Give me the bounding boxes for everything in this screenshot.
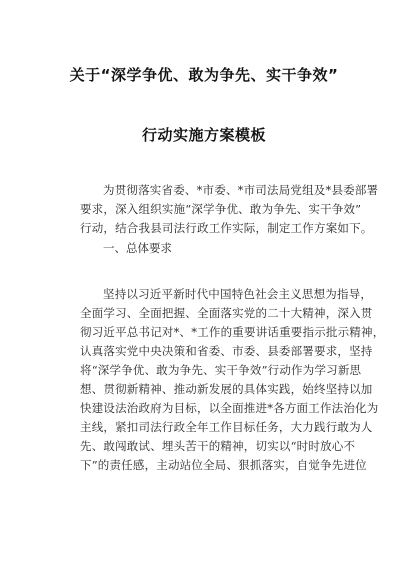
- intro-line: 为贯彻落实省委、*市委、*市司法局党组及*县委部署: [103, 183, 379, 197]
- section-heading: 一、总体要求: [103, 241, 172, 255]
- intro-line: 要求，深入组织实施“深学争优、敢为争先、实干争效”: [80, 202, 362, 216]
- body-line: 坚持以习近平新时代中国特色社会主义思想为指导，: [103, 287, 373, 301]
- body-line: 彻习近平总书记对*、*工作的重要讲话重要指示批示精神，: [80, 325, 385, 339]
- body-line: 将“深学争优、敢为争先、实干争效”行动作为学习新思: [80, 363, 362, 377]
- body-line: 全面学习、全面把握、全面落实党的二十大精神，深入贯: [80, 306, 373, 320]
- document-title-line-2: 行动实施方案模板: [141, 126, 266, 144]
- document-title-line-1: 关于“深学争优、敢为争先、实干争效”: [69, 66, 339, 84]
- body-line: 认真落实党中央决策和省委、市委、县委部署要求，坚持: [80, 344, 373, 358]
- intro-line: 行动，结合我县司法行政工作实际，制定工作方案如下。: [80, 221, 373, 235]
- body-line: 下”的责任感，主动站位全局、狠抓落实，自觉争先进位: [80, 458, 367, 472]
- body-line: 想、贯彻新精神、推动新发展的具体实践，始终坚持以加: [80, 382, 373, 396]
- body-line: 主线，紧扣司法行政全年工作目标任务，大力践行敢为人: [80, 420, 373, 434]
- body-line: 快建设法治政府为目标，以全面推进*各方面工作法治化为: [80, 401, 379, 415]
- body-line: 先、敢闯敢试、埋头苦干的精神，切实以“时时放心不: [80, 439, 356, 453]
